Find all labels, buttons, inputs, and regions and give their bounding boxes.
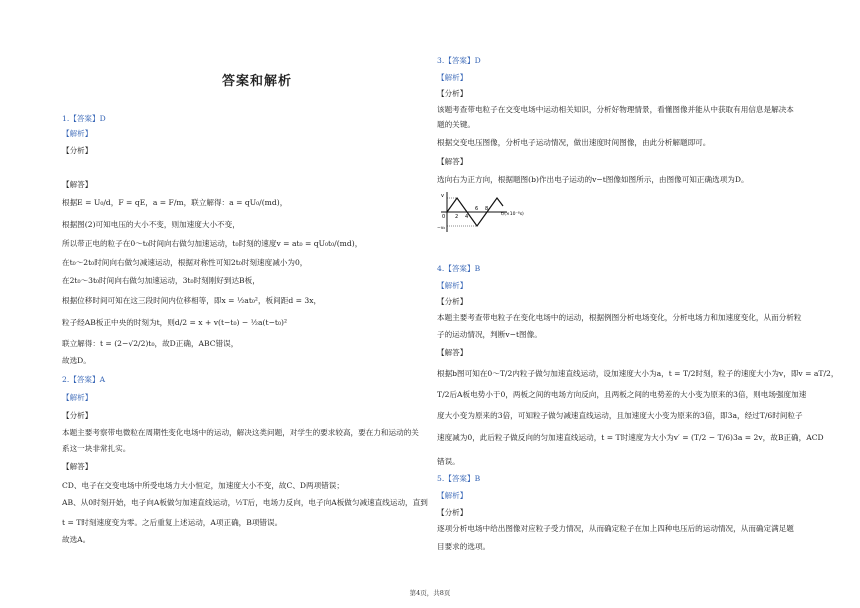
right-line-11: 本题主要考查带电粒子在变化电场中的运动，根据例图分析电场变化，分析电场力和加速度变化，从而分析粒 [437, 313, 802, 322]
left-line-11: 粒子经AB板正中央的时刻为t，则d/2 = x + v(t−t₀) − ½a(t−t₀)² [62, 318, 288, 327]
left-line-13: 故选D。 [62, 356, 91, 365]
left-line-16: 【分析】 [62, 411, 93, 420]
left-line-1: 【解析】 [62, 129, 93, 138]
left-line-10: 根据位移时间可知在这三段时间内位移相等，即x = ½at₀²，板间距d = 3x， [62, 296, 322, 305]
right-line-22: 逐项分析电场中给出图像对应粒子受力情况，从而确定粒子在加上四种电压后的运动情况，从而确定满足题 [437, 524, 794, 533]
right-line-0: 3.【答案】D [437, 56, 481, 65]
right-line-21: 【分析】 [437, 508, 468, 517]
right-line-7: 选向右为正方向，根据题图(b)作出电子运动的v−t图像如图所示，由图像可知正确选项为D。 [437, 175, 749, 184]
right-line-4: 题的关键。 [437, 120, 475, 129]
left-line-7: 所以带正电的粒子在0～t₀时间向右做匀加速运动，t₀时刻的速度v = at₀ = qU₀t₀/(md)， [62, 239, 363, 248]
graph-tick-8: 8 [485, 206, 489, 212]
left-line-4: 【解答】 [62, 180, 93, 189]
right-line-14: 根据b图可知在0～T/2内粒子做匀加速直线运动，设加速度大小为a，t = T/2时刻，粒子的速度大小为v，即v = aT/2， [437, 369, 839, 378]
right-line-10: 【分析】 [437, 297, 468, 306]
right-line-3: 该题考查带电粒子在交变电场中运动相关知识，分析好物理情景，看懂图像并能从中获取有用信息是解决本 [437, 105, 794, 114]
left-line-19: 【解答】 [62, 462, 93, 471]
right-line-5: 根据交变电压图像，分析电子运动情况，做出速度时间图像，由此分析解题即可。 [437, 138, 711, 147]
left-line-22: t = T时刻速度变为零。之后重复上述运动，A项正确，B项错误。 [62, 518, 283, 527]
left-line-12: 联立解得：t = (2−√2/2)t₀，故D正确，ABC错误， [62, 339, 239, 348]
right-line-2: 【分析】 [437, 89, 468, 98]
page-footer: 第4页，共8页 [409, 589, 451, 597]
right-line-12: 子的运动情况，判断v−t图像。 [437, 330, 542, 339]
graph-x-label: t/(×10⁻⁸s) [501, 212, 524, 217]
right-line-19: 5.【答案】B [437, 474, 481, 483]
page-title: 答案和解析 [222, 74, 293, 89]
right-line-9: 【解析】 [437, 281, 468, 290]
right-line-15: T/2后A板电势小于0，两板之间的电场方向反向，且两板之间的电势差的大小变为原来的3倍，则电场强度加速 [437, 390, 807, 399]
left-line-0: 1.【答案】D [62, 114, 106, 123]
left-line-17: 本题主要考察带电微粒在周期性变化电场中的运动，解决这类问题，对学生的要求较高，要在力和运动的关 [62, 428, 419, 437]
graph-tick-4: 4 [465, 214, 469, 220]
left-line-6: 根据图(2)可知电压的大小不变，则加速度大小不变， [62, 220, 240, 229]
right-line-6: 【解答】 [437, 157, 468, 166]
left-line-5: 根据E = U₀/d，F = qE，a = F/m，联立解得：a = qU₀/(md)， [62, 198, 288, 207]
velocity-time-graph [437, 190, 533, 234]
graph-neg-label: −v₀ [437, 226, 446, 231]
right-line-23: 目要求的选项。 [437, 542, 491, 551]
left-line-14: 2.【答案】A [62, 375, 106, 384]
left-line-15: 【解析】 [62, 393, 93, 402]
left-line-21: AB、从0时刻开始，电子向A板做匀加速直线运动，½T后，电场力反向，电子向A板做匀减速直线运动，直到 [62, 498, 428, 507]
left-line-23: 故选A。 [62, 535, 91, 544]
graph-origin-label: 0 [442, 214, 446, 220]
graph-y-label: v [441, 193, 444, 199]
graph-tick-2: 2 [455, 214, 459, 220]
right-line-18: 错误。 [437, 457, 460, 466]
left-line-9: 在2t₀～3t₀时间向右做匀加速运动，3t₀时刻刚好到达B板， [62, 276, 260, 285]
right-line-1: 【解析】 [437, 73, 468, 82]
left-line-20: CD、电子在交变电场中所受电场力大小恒定，加速度大小不变，故C、D两项错误； [62, 481, 344, 490]
right-line-16: 度大小变为原来的3倍，可知粒子做匀减速直线运动，且加速度大小变为原来的3倍，即3a，经过T/6时间粒子 [437, 411, 803, 420]
graph-tick-6: 6 [475, 206, 479, 212]
right-line-17: 速度减为0，此后粒子做反向的匀加速直线运动，t = T时速度为大小为v′ = (T/2 − T/6)3a = 2v，故B正确，ACD [437, 433, 824, 442]
right-line-13: 【解答】 [437, 348, 468, 357]
right-line-8: 4.【答案】B [437, 264, 481, 273]
left-line-18: 系这一块非常扎实。 [62, 444, 131, 453]
left-line-2: 【分析】 [62, 146, 93, 155]
left-line-8: 在t₀～2t₀时间向右做匀减速运动，根据对称性可知2t₀时刻速度减小为0， [62, 258, 308, 267]
right-line-20: 【解析】 [437, 491, 468, 500]
